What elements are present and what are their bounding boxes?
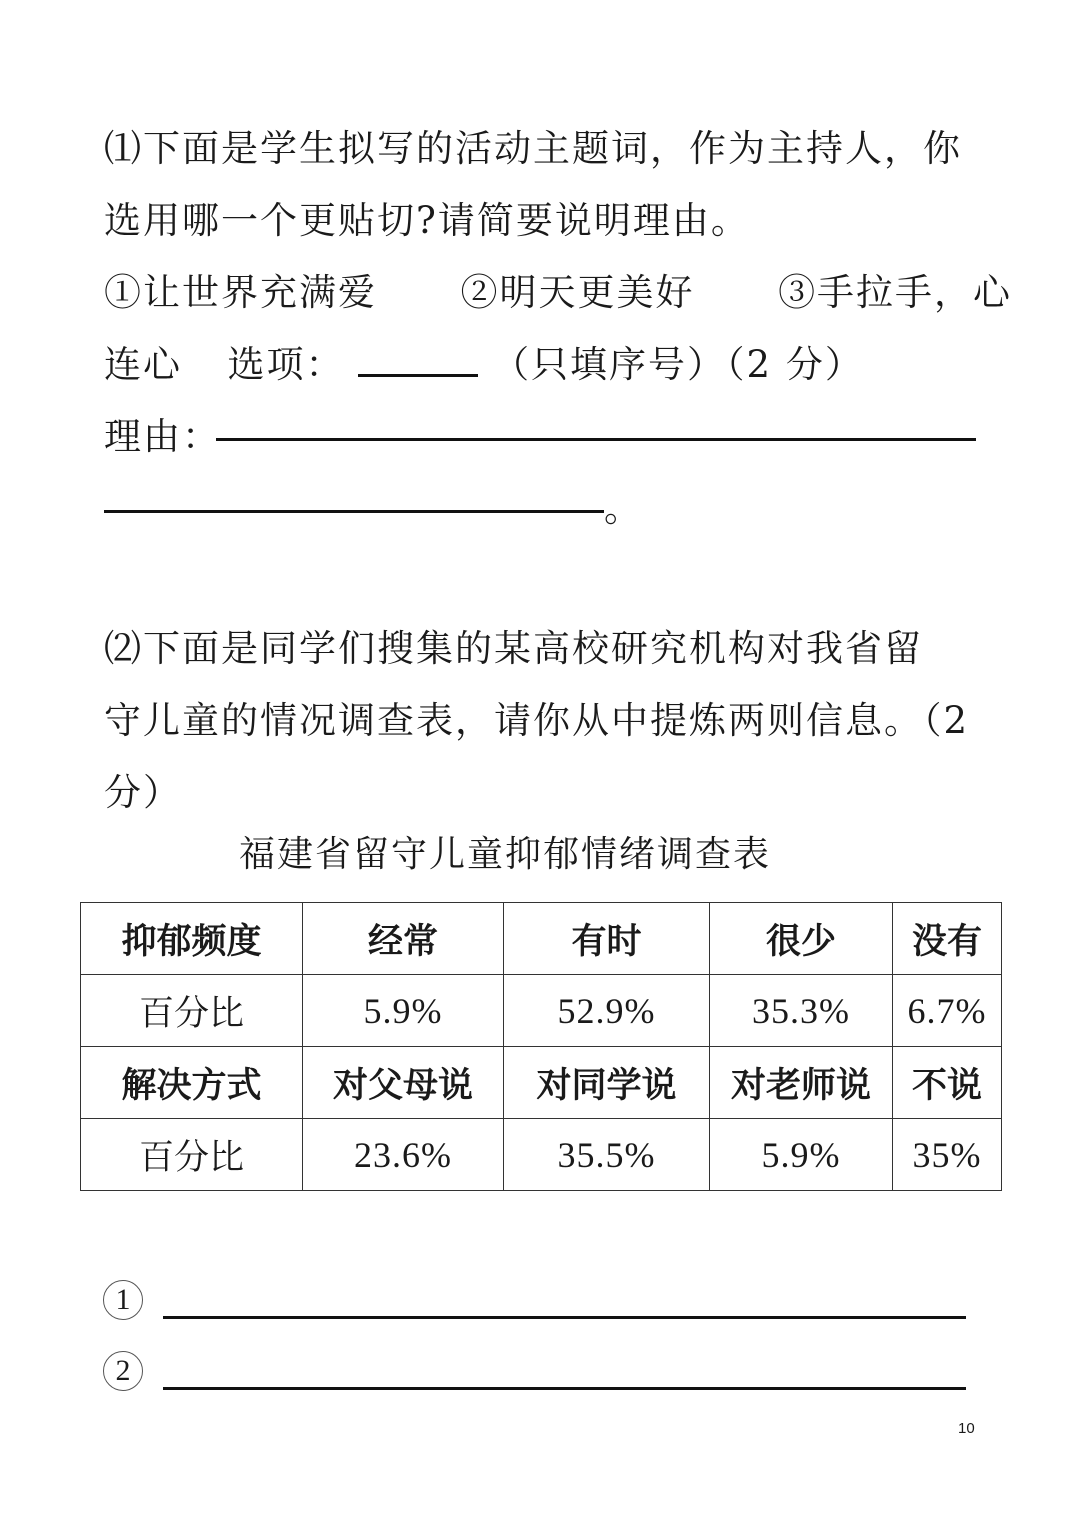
reason-blank-line-2[interactable] (104, 510, 604, 513)
reason-blank-line-1[interactable] (216, 438, 976, 441)
table-cell: 没有 (893, 903, 1002, 975)
page-number: 10 (958, 1420, 975, 1437)
table-cell: 百分比 (81, 975, 303, 1047)
answer-marker-2: 2 (103, 1351, 143, 1391)
table-cell: 百分比 (81, 1119, 303, 1191)
table-cell: 很少 (710, 903, 893, 975)
table-cell: 35.3% (710, 975, 893, 1047)
table-row (81, 1119, 1002, 1191)
table-cell: 对同学说 (504, 1047, 710, 1119)
table-cell: 有时 (504, 903, 710, 975)
table-cell: 5.9% (710, 1119, 893, 1191)
table-cell: 52.9% (504, 975, 710, 1047)
table-cell: 35% (893, 1119, 1002, 1191)
table-cell: 抑郁频度 (81, 903, 303, 975)
q1-line2: 选用哪一个更贴切?请简要说明理由。 (104, 199, 750, 242)
table-title: 福建省留守儿童抑郁情绪调查表 (238, 834, 771, 875)
table-cell: 23.6% (303, 1119, 504, 1191)
reason-label: 理由： (104, 415, 221, 458)
q2-line2: 守儿童的情况调查表，请你从中提炼两则信息。（2 (104, 699, 970, 742)
q2-line1: ⑵下面是同学们搜集的某高校研究机构对我省留 (104, 627, 923, 670)
q1-choice-line (104, 334, 864, 388)
option-3-continued: 连心 (104, 343, 182, 386)
option-2: ②明天更美好 (460, 271, 695, 314)
choice-note: （只填序号）（2 分） (492, 343, 864, 386)
table-cell: 对父母说 (303, 1047, 504, 1119)
option-3: ③手拉手，心 (778, 271, 1013, 314)
table-cell: 6.7% (893, 975, 1002, 1047)
q1-line1: ⑴下面是学生拟写的活动主题词，作为主持人，你 (104, 127, 962, 170)
q1-options (104, 262, 1012, 316)
table-row (81, 903, 1002, 975)
answer-blank-line-1[interactable] (163, 1316, 966, 1319)
answer-marker-1: 1 (103, 1280, 143, 1320)
table-cell: 经常 (303, 903, 504, 975)
table-cell: 不说 (893, 1047, 1002, 1119)
q2-line3: 分） (104, 771, 182, 814)
table-cell: 35.5% (504, 1119, 710, 1191)
table-cell: 解决方式 (81, 1047, 303, 1119)
survey-table (80, 902, 1002, 1191)
reason-end-mark: 。 (604, 487, 643, 530)
table-cell: 对老师说 (710, 1047, 893, 1119)
table-row (81, 975, 1002, 1047)
option-1: ①让世界充满爱 (104, 271, 377, 314)
answer-blank-line-2[interactable] (163, 1387, 966, 1390)
table-row (81, 1047, 1002, 1119)
table-cell: 5.9% (303, 975, 504, 1047)
choice-label: 选项： (227, 343, 345, 386)
choice-answer-blank[interactable] (358, 374, 478, 377)
